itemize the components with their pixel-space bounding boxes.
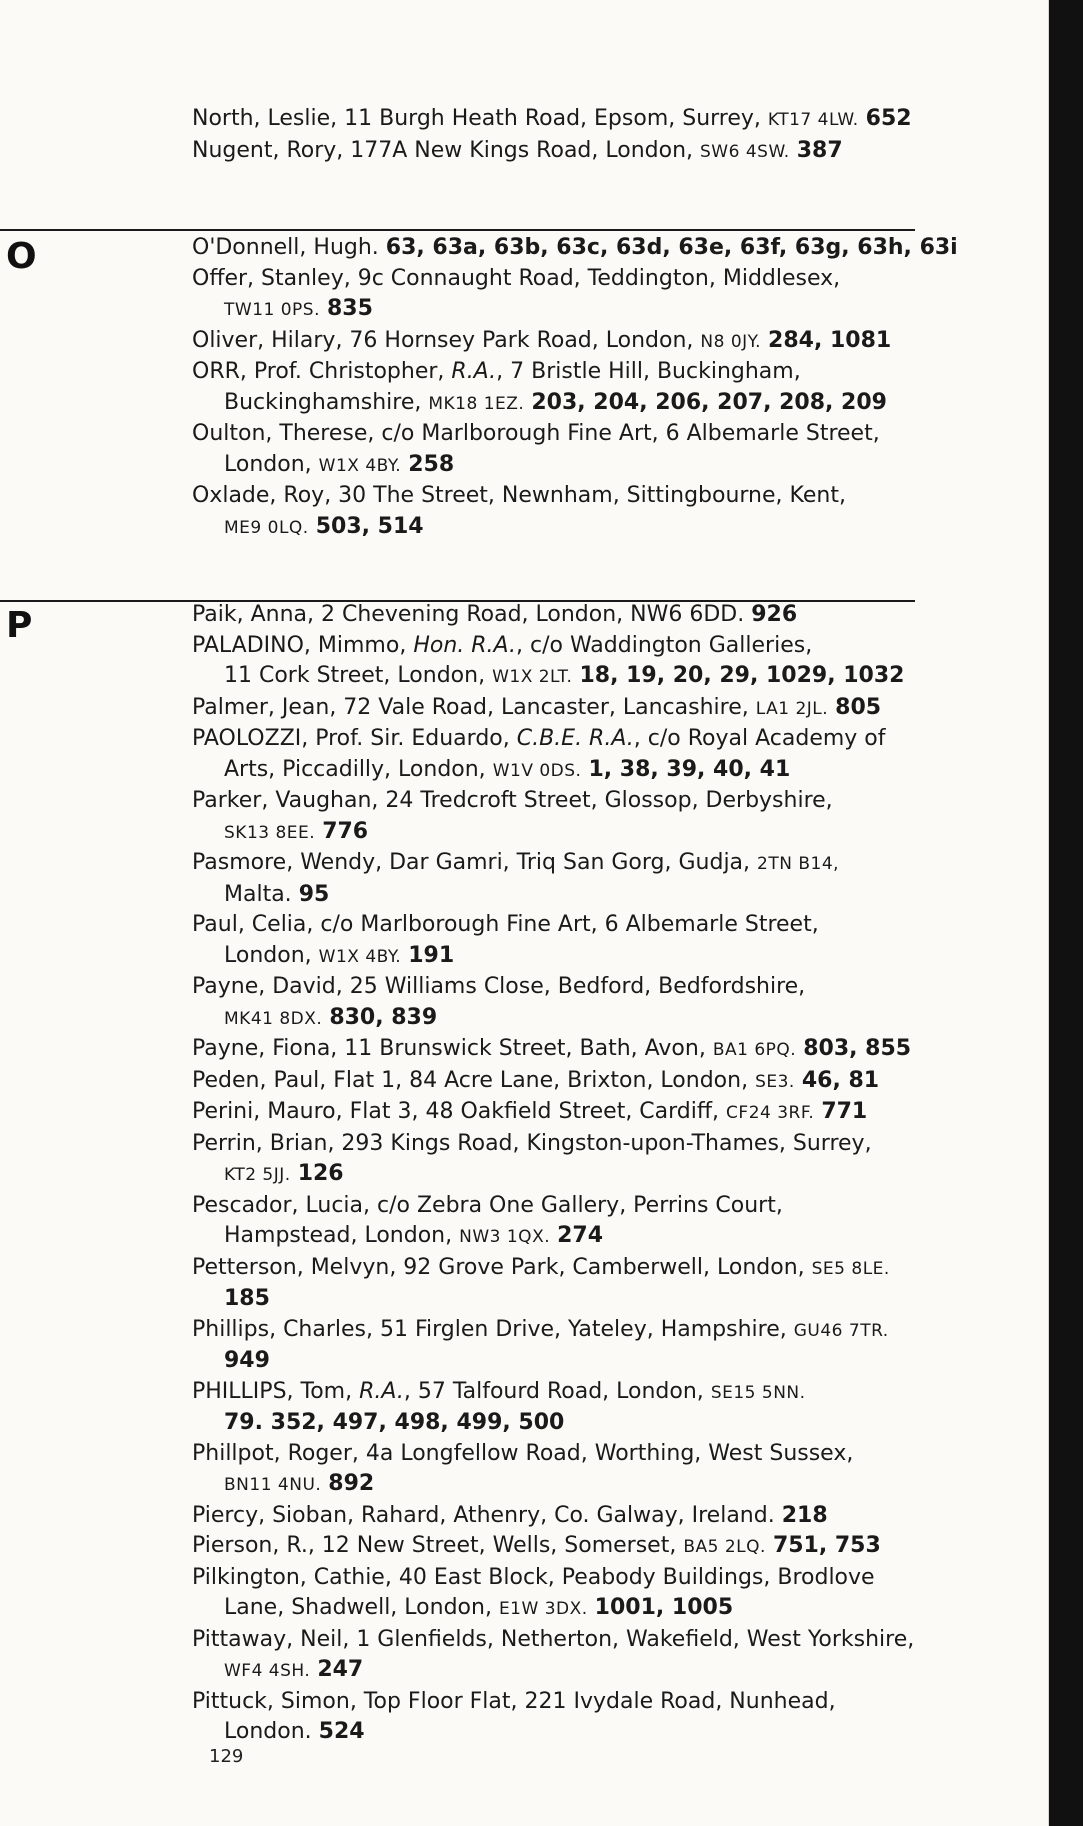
catalogue-numbers: 185	[224, 1286, 270, 1311]
index-entry: Nugent, Rory, 177A New Kings Road, London, SW6 4SW. 387	[192, 137, 843, 163]
index-entry: Offer, Stanley, 9c Connaught Road, Teddington, Middlesex, TW11 0PS. 835	[192, 265, 841, 321]
index-entry: Pierson, R., 12 New Street, Wells, Somerset, BA5 2LQ. 751, 753	[192, 1533, 881, 1558]
catalogue-numbers: 751, 753	[772, 1533, 881, 1558]
index-entry: Piercy, Sioban, Rahard, Athenry, Co. Galway, Ireland. 218	[192, 1502, 828, 1528]
catalogue-numbers: 18, 19, 20, 29, 1029, 1032	[579, 663, 905, 688]
section-letter-o: O	[6, 236, 37, 277]
catalogue-numbers: 803, 855	[803, 1036, 912, 1061]
catalogue-numbers: 191	[408, 942, 455, 968]
index-entry: Palmer, Jean, 72 Vale Road, Lancaster, Lancashire, LA1 2JL. 805	[192, 694, 882, 720]
index-entry: Phillips, Charles, 51 Firglen Drive, Yateley, Hampshire, GU46 7TR. 949	[192, 1316, 889, 1373]
section-divider-o	[0, 229, 915, 231]
page-number: 129	[209, 1746, 244, 1767]
catalogue-numbers: 203, 204, 206, 207, 208, 209	[531, 389, 887, 415]
catalogue-numbers: 79. 352, 497, 498, 499, 500	[224, 1410, 565, 1435]
catalogue-numbers: 805	[835, 694, 882, 720]
index-entry: Payne, Fiona, 11 Brunswick Street, Bath, Avon, BA1 6PQ. 803, 855	[192, 1036, 912, 1061]
catalogue-numbers: 949	[224, 1348, 270, 1373]
index-entry: Pilkington, Cathie, 40 East Block, Peabody Buildings, Brodlove Lane, Shadwell, London, E1W 3DX. 1001, 1005	[192, 1564, 875, 1620]
index-entry: Pittaway, Neil, 1 Glenfields, Netherton, Wakefield, West Yorkshire, WF4 4SH. 247	[192, 1626, 915, 1682]
catalogue-numbers: 830, 839	[329, 1004, 438, 1030]
catalogue-numbers: 387	[796, 137, 843, 163]
index-entry: Paul, Celia, c/o Marlborough Fine Art, 6 Albemarle Street, London, W1X 4BY. 191	[192, 912, 819, 968]
index-entry: Oulton, Therese, c/o Marlborough Fine Art, 6 Albemarle Street, London, W1X 4BY. 258	[192, 421, 880, 477]
catalogue-numbers: 892	[328, 1471, 375, 1496]
index-entry: Petterson, Melvyn, 92 Grove Park, Camberwell, London, SE5 8LE. 185	[192, 1254, 890, 1311]
catalogue-numbers: 46, 81	[801, 1067, 880, 1093]
index-entry: Pescador, Lucia, c/o Zebra One Gallery, Perrins Court, Hampstead, London, NW3 1QX. 274	[192, 1192, 783, 1248]
index-entry: Payne, David, 25 Williams Close, Bedford, Bedfordshire, MK41 8DX. 830, 839	[192, 974, 806, 1030]
index-entry: Phillpot, Roger, 4a Longfellow Road, Worthing, West Sussex, BN11 4NU. 892	[192, 1440, 854, 1496]
index-entry: North, Leslie, 11 Burgh Heath Road, Epsom, Surrey, KT17 4LW. 652	[192, 106, 912, 131]
index-entry: Peden, Paul, Flat 1, 84 Acre Lane, Brixton, London, SE3. 46, 81	[192, 1067, 880, 1093]
catalogue-numbers: 258	[408, 451, 455, 477]
catalogue-numbers: 63, 63a, 63b, 63c, 63d, 63e, 63f, 63g, 63h, 63i	[385, 235, 958, 260]
index-entry: PAOLOZZI, Prof. Sir. Eduardo, C.B.E. R.A., c/o Royal Academy of Arts, Piccadilly, London, W1V 0DS. 1, 38, 39, 40, 41	[192, 726, 886, 782]
catalogue-numbers: 1, 38, 39, 40, 41	[588, 756, 791, 782]
index-entry: PHILLIPS, Tom, R.A., 57 Talfourd Road, London, SE15 5NN. 79. 352, 497, 498, 499, 500	[192, 1378, 806, 1435]
index-entry: Perini, Mauro, Flat 3, 48 Oakfield Street, Cardiff, CF24 3RF. 771	[192, 1099, 868, 1124]
index-entry: Perrin, Brian, 293 Kings Road, Kingston-upon-Thames, Surrey, KT2 5JJ. 126	[192, 1130, 872, 1186]
catalogue-numbers: 652	[865, 106, 912, 131]
catalogue-numbers: 284, 1081	[768, 327, 892, 353]
index-entry: Oxlade, Roy, 30 The Street, Newnham, Sittingbourne, Kent, ME9 0LQ. 503, 514	[192, 483, 846, 539]
catalogue-numbers: 95	[298, 881, 330, 907]
catalogue-numbers: 503, 514	[315, 513, 424, 539]
catalogue-numbers: 926	[751, 602, 798, 627]
index-entry: O'Donnell, Hugh. 63, 63a, 63b, 63c, 63d, 63e, 63f, 63g, 63h, 63i	[192, 235, 958, 260]
catalogue-numbers: 835	[327, 296, 373, 321]
catalogue-numbers: 771	[821, 1099, 868, 1124]
section-o-entries	[192, 233, 958, 543]
index-entry: Paik, Anna, 2 Chevening Road, London, NW6 6DD. 926	[192, 602, 798, 627]
section-p-entries	[192, 600, 952, 1748]
index-entry: Pittuck, Simon, Top Floor Flat, 221 Ivydale Road, Nunhead, London. 524	[192, 1688, 836, 1744]
index-entry: Pasmore, Wendy, Dar Gamri, Triq San Gorg, Gudja, 2TN B14, Malta. 95	[192, 850, 840, 907]
catalogue-numbers: 1001, 1005	[594, 1595, 734, 1620]
catalogue-numbers: 776	[322, 818, 369, 844]
catalogue-numbers: 524	[318, 1719, 365, 1744]
index-entry: PALADINO, Mimmo, Hon. R.A., c/o Waddington Galleries, 11 Cork Street, London, W1X 2LT. 18, 19, 20, 29, 1029, 1032	[192, 632, 905, 688]
index-entry: Oliver, Hilary, 76 Hornsey Park Road, London, N8 0JY. 284, 1081	[192, 327, 892, 353]
catalogue-numbers: 274	[557, 1223, 604, 1248]
section-n-entries	[192, 104, 952, 167]
catalogue-numbers: 247	[317, 1657, 364, 1682]
section-letter-p: P	[6, 605, 33, 646]
catalogue-numbers: 218	[781, 1502, 828, 1528]
catalogue-numbers: 126	[297, 1161, 344, 1186]
index-entry: Parker, Vaughan, 24 Tredcroft Street, Glossop, Derbyshire, SK13 8EE. 776	[192, 788, 833, 844]
index-entry: ORR, Prof. Christopher, R.A., 7 Bristle Hill, Buckingham, Buckinghamshire, MK18 1EZ. 203, 204, 206, 207, 208, 209	[192, 359, 887, 415]
